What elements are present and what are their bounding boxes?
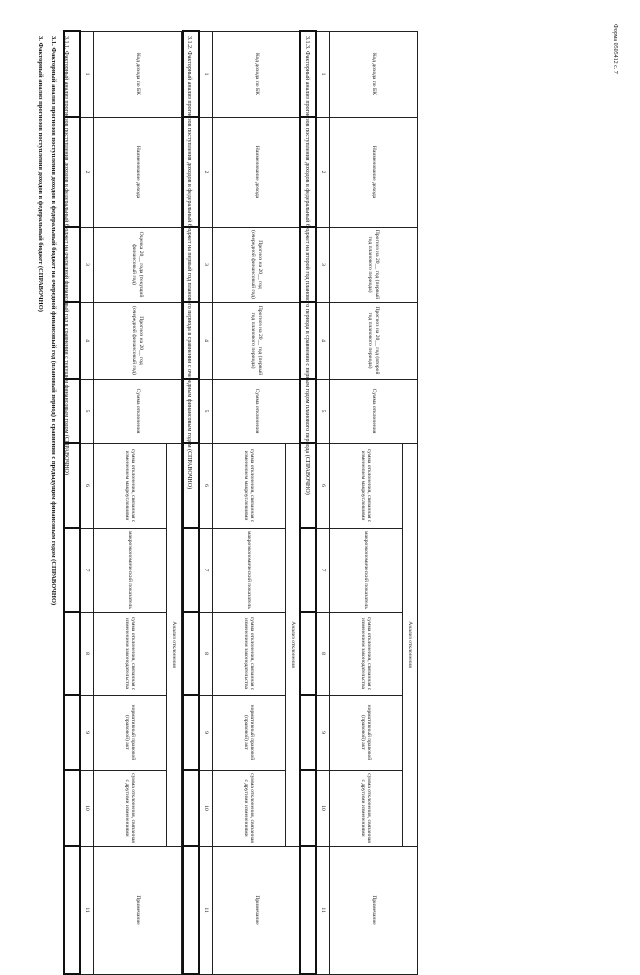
th-c7: макроэкономический показатель — [330, 528, 403, 612]
col-number: 2 — [316, 117, 330, 227]
input-cell[interactable] — [300, 695, 316, 770]
input-cell[interactable] — [183, 443, 199, 528]
heading-sub: 3.1. Факторный анализ прогнозов поступления доходов в федеральный бюджет на очередной финансовый год (плановый период) в сравнении с предыдущим финансовым годом (СПРАВОЧНО) — [50, 36, 57, 606]
input-cell[interactable] — [183, 379, 199, 443]
col-number: 11 — [80, 846, 94, 974]
th-deviation: Сумма отклонения — [330, 379, 418, 443]
th-c7: макроэкономический показатель — [213, 528, 286, 612]
input-cell[interactable] — [64, 379, 80, 443]
col-number: 10 — [80, 770, 94, 846]
th-group-analysis: Анализ отклонения — [286, 443, 301, 846]
th-c9: нормативный правовой (правовой) акт — [213, 695, 286, 770]
col-number: 5 — [199, 379, 213, 443]
th-c8: сумма отклонения, связанная с изменением законодательства — [213, 612, 286, 695]
th-kbk: Код дохода по БК — [94, 31, 182, 117]
input-cell[interactable] — [300, 302, 316, 379]
input-cell[interactable] — [300, 528, 316, 612]
col-number: 4 — [316, 302, 330, 379]
col-number: 8 — [316, 612, 330, 695]
input-cell[interactable] — [300, 846, 316, 974]
th-group-analysis: Анализ отклонения — [167, 443, 182, 846]
col-number: 3 — [199, 227, 213, 302]
col-number: 6 — [199, 443, 213, 528]
input-cell[interactable] — [183, 302, 199, 379]
col-number: 7 — [199, 528, 213, 612]
input-cell[interactable] — [64, 528, 80, 612]
th-c9: нормативный правовой (правовой) акт — [330, 695, 403, 770]
col-number: 4 — [199, 302, 213, 379]
input-cell[interactable] — [64, 612, 80, 695]
input-cell[interactable] — [183, 528, 199, 612]
th-c7: макроэкономический показатель — [94, 528, 167, 612]
input-cell[interactable] — [64, 443, 80, 528]
heading-main: 3. Факторный анализ прогнозов поступления доходов в федеральный бюджет (СПРАВОЧНО) — [37, 36, 44, 312]
col-number: 8 — [80, 612, 94, 695]
th-c8: сумма отклонения, связанная с изменением законодательства — [94, 612, 167, 695]
form-code-text: Форма 0505412 с. 7 — [612, 24, 618, 74]
input-cell[interactable] — [183, 117, 199, 227]
col-number: 3 — [316, 227, 330, 302]
th-group-analysis: Анализ отклонения — [403, 443, 418, 846]
th-name: Наименование дохода — [94, 117, 182, 227]
th-col-a: Оценка 20__ года (текущий финансовый год) — [94, 227, 182, 302]
col-number: 2 — [80, 117, 94, 227]
input-cell[interactable] — [64, 117, 80, 227]
th-name: Наименование дохода — [213, 117, 301, 227]
th-note: Примечание — [330, 846, 418, 974]
input-cell[interactable] — [300, 117, 316, 227]
input-cell[interactable] — [183, 227, 199, 302]
input-cell[interactable] — [300, 31, 316, 117]
th-c6: сумма отклонения, связанная с изменением макроусловиями — [94, 443, 167, 528]
th-note: Примечание — [213, 846, 301, 974]
th-c6: сумма отклонения, связанная с изменением макроусловиями — [213, 443, 286, 528]
input-cell[interactable] — [64, 227, 80, 302]
col-number: 4 — [80, 302, 94, 379]
section-1-title: 3.1.1. Факторный анализ прогнозов поступления доходов в федеральный бюджет на очередной финансовый год в сравнении с текущим финансовым годом (СПРАВОЧНО) — [63, 36, 69, 475]
th-kbk: Код дохода по БК — [330, 31, 418, 117]
col-number: 5 — [80, 379, 94, 443]
section-1-table — [63, 30, 182, 975]
input-cell[interactable] — [64, 770, 80, 846]
th-col-a: Прогноз на 20__ год (первый год планового периода) — [330, 227, 418, 302]
input-cell[interactable] — [183, 846, 199, 974]
col-number: 9 — [80, 695, 94, 770]
input-cell[interactable] — [183, 612, 199, 695]
th-col-a: Прогноз на 20__ год (очередной финансовый год) — [213, 227, 301, 302]
input-cell[interactable] — [300, 443, 316, 528]
input-cell[interactable] — [300, 770, 316, 846]
th-c9: нормативный правовой (правовой) акт — [94, 695, 167, 770]
th-kbk: Код дохода по БК — [213, 31, 301, 117]
th-c6: сумма отклонения, связанная с изменением макроусловиями — [330, 443, 403, 528]
section-3-title: 3.1.3. Факторный анализ прогнозов поступления доходов в федеральный бюджет на второй год планового периода в сравнении с первым годом планового периода (СПРАВОЧНО) — [304, 36, 310, 495]
col-number: 9 — [199, 695, 213, 770]
col-number: 6 — [316, 443, 330, 528]
col-number: 2 — [199, 117, 213, 227]
input-cell[interactable] — [64, 31, 80, 117]
col-number: 10 — [199, 770, 213, 846]
col-number: 1 — [80, 31, 94, 117]
input-cell[interactable] — [183, 695, 199, 770]
col-number: 10 — [316, 770, 330, 846]
section-2-title: 3.1.2. Факторный анализ прогнозов поступления доходов в федеральный бюджет на первый год планового периода в сравнении с очередным финансовым годом (СПРАВОЧНО) — [186, 36, 192, 490]
th-col-b: Прогноз на 20__ год (первый год планового периода) — [213, 302, 301, 379]
col-number: 7 — [80, 528, 94, 612]
th-name: Наименование дохода — [330, 117, 418, 227]
th-c10: сумма отклонения, связанная с другими изменениями — [94, 770, 167, 846]
col-number: 8 — [199, 612, 213, 695]
input-cell[interactable] — [64, 302, 80, 379]
th-c10: сумма отклонения, связанная с другими изменениями — [330, 770, 403, 846]
col-number: 9 — [316, 695, 330, 770]
input-cell[interactable] — [183, 31, 199, 117]
col-number: 11 — [199, 846, 213, 974]
th-deviation: Сумма отклонения — [213, 379, 301, 443]
th-col-b: Прогноз на 20__ год (очередной финансовый год) — [94, 302, 182, 379]
col-number: 6 — [80, 443, 94, 528]
col-number: 3 — [80, 227, 94, 302]
input-cell[interactable] — [300, 612, 316, 695]
col-number: 5 — [316, 379, 330, 443]
input-cell[interactable] — [64, 846, 80, 974]
th-col-b: Прогноз на 20__ год (второй год планового периода) — [330, 302, 418, 379]
col-number: 1 — [199, 31, 213, 117]
th-deviation: Сумма отклонения — [94, 379, 182, 443]
th-c8: сумма отклонения, связанная с изменением законодательства — [330, 612, 403, 695]
th-c10: сумма отклонения, связанная с другими изменениями — [213, 770, 286, 846]
col-number: 1 — [316, 31, 330, 117]
input-cell[interactable] — [64, 695, 80, 770]
section-2-table — [182, 30, 301, 975]
input-cell[interactable] — [300, 227, 316, 302]
th-note: Примечание — [94, 846, 182, 974]
col-number: 11 — [316, 846, 330, 974]
input-cell[interactable] — [300, 379, 316, 443]
col-number: 7 — [316, 528, 330, 612]
input-cell[interactable] — [183, 770, 199, 846]
section-3-table — [299, 30, 418, 975]
